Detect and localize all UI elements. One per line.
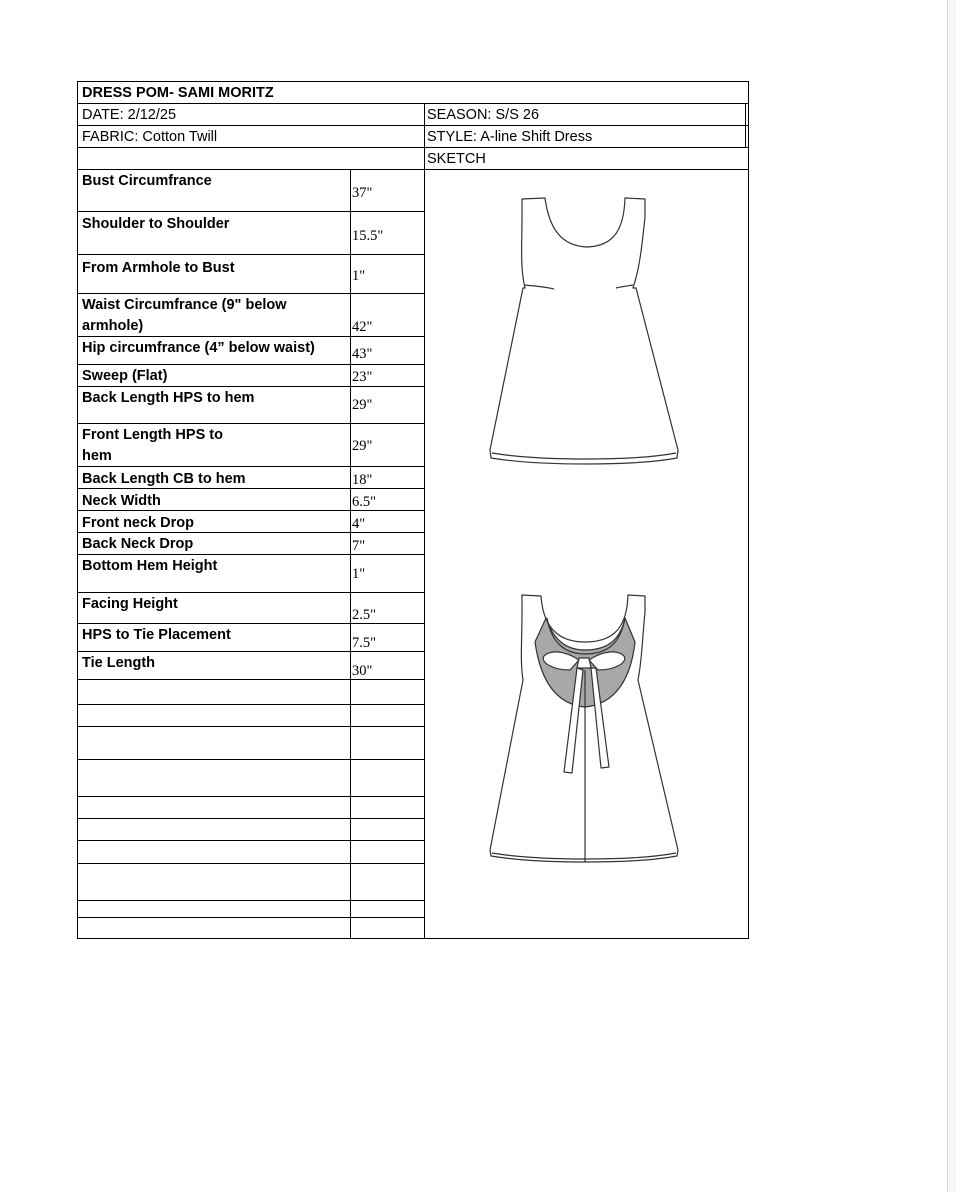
pom-value: 30" bbox=[352, 663, 373, 679]
pom-label: Sweep (Flat) bbox=[82, 368, 168, 384]
pom-value: 4" bbox=[352, 516, 366, 532]
pom-label: Bottom Hem Height bbox=[82, 558, 218, 574]
back-dress-sketch bbox=[490, 595, 678, 862]
pom-value: 1" bbox=[352, 268, 366, 284]
pom-label: Facing Height bbox=[82, 596, 178, 612]
pom-spec-sheet bbox=[77, 81, 749, 939]
pom-label: Neck Width bbox=[82, 493, 161, 509]
dress-sketch bbox=[424, 172, 750, 940]
pom-value: 29" bbox=[352, 397, 373, 413]
pom-label: Shoulder to Shoulder bbox=[82, 216, 230, 232]
page-edge bbox=[947, 0, 956, 1192]
pom-label: Back Length CB to hem bbox=[82, 471, 246, 487]
pom-value: 43" bbox=[352, 346, 373, 362]
pom-value: 7.5" bbox=[352, 635, 377, 651]
pom-value: 23" bbox=[352, 369, 373, 385]
pom-value: 1" bbox=[352, 566, 366, 582]
pom-label: Bust Circumfrance bbox=[82, 173, 212, 189]
pom-label: Tie Length bbox=[82, 655, 156, 671]
fabric-field: FABRIC: Cotton Twill bbox=[82, 129, 218, 145]
pom-label: Back Length HPS to hem bbox=[82, 390, 255, 406]
pom-label: Front neck Drop bbox=[82, 515, 194, 531]
pom-value: 42" bbox=[352, 319, 373, 335]
pom-value: 7" bbox=[352, 538, 366, 554]
date-field: DATE: 2/12/25 bbox=[82, 107, 177, 123]
pom-label: Waist Circumfrance (9" below armhole) bbox=[82, 297, 287, 334]
pom-label: HPS to Tie Placement bbox=[82, 627, 231, 643]
pom-label: Back Neck Drop bbox=[82, 536, 194, 552]
pom-label: Hip circumfrance (4” below waist) bbox=[82, 340, 315, 356]
pom-label: Front Length HPS to hem bbox=[82, 427, 223, 464]
pom-value: 6.5" bbox=[352, 494, 377, 510]
sketch-label: SKETCH bbox=[427, 151, 486, 167]
sheet-title: DRESS POM- SAMI MORITZ bbox=[82, 85, 274, 101]
pom-value: 37" bbox=[352, 185, 373, 201]
pom-value: 15.5" bbox=[352, 228, 384, 244]
pom-value: 18" bbox=[352, 472, 373, 488]
front-dress-sketch bbox=[490, 198, 678, 464]
style-field: STYLE: A-line Shift Dress bbox=[427, 129, 593, 145]
pom-label: From Armhole to Bust bbox=[82, 260, 235, 276]
pom-value: 2.5" bbox=[352, 607, 377, 623]
pom-value: 29" bbox=[352, 438, 373, 454]
season-field: SEASON: S/S 26 bbox=[427, 107, 540, 123]
